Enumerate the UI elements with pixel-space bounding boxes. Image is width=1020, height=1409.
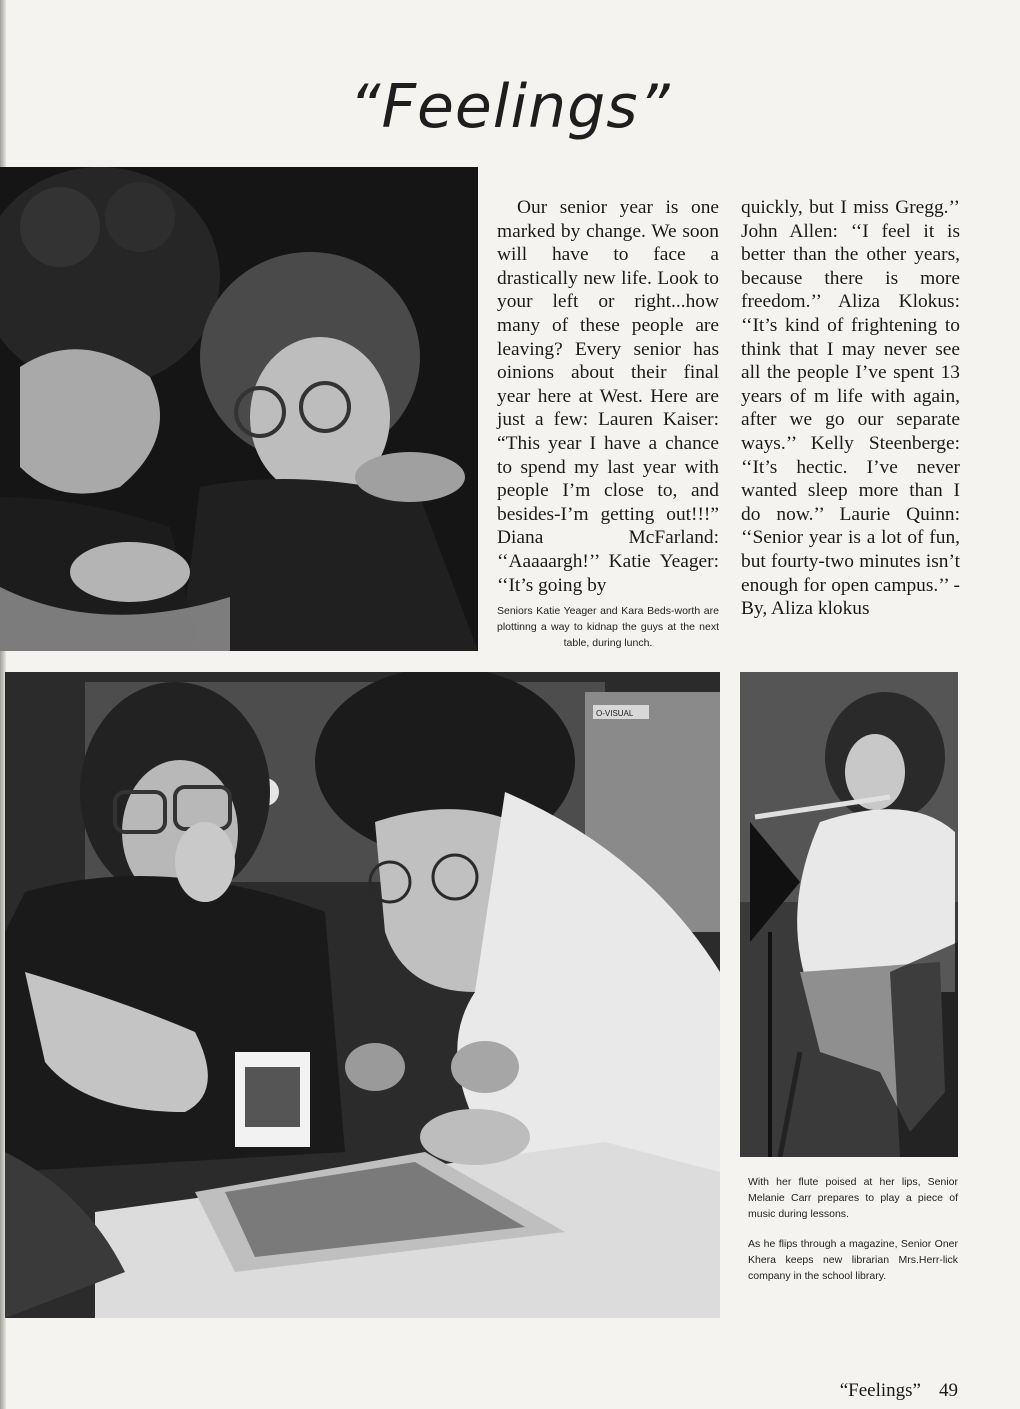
caption-library: As he flips through a magazine, Senior Oner Khera keeps new librarian Mrs.Herr-lick company in the school library. [748, 1238, 958, 1282]
sign-text: O-VISUAL [596, 709, 634, 718]
page-footer [840, 1380, 958, 1402]
photo-two-girls [0, 167, 478, 651]
caption-photo-two-girls: Seniors Katie Yeager and Kara Beds-worth are plottinng a way to kidnap the guys at the next table, during lunch. [497, 605, 719, 649]
photo-library [5, 672, 720, 1318]
page-number: 49 [939, 1380, 958, 1401]
footer-section-title: “Feelings” [839, 1380, 921, 1401]
page-title: “Feelings” [349, 72, 671, 142]
article-column-1: Our senior year is one marked by change. We soon will have to face a drastically new life. Look to your left or right...how many of these people are leaving? Every senior has oinions about their final year here at West. Here are just a few: Lauren Kaiser: “This year I have a chance to spend my last year with people I’m close to, and besides-I’m getting out!!!” Diana McFarland: ‘‘Aaaaargh!’’ Katie Yeager: ‘‘It’s going by [497, 197, 719, 596]
article-column-2: quickly, but I miss Gregg.’’ John Allen: ‘‘I feel it is better than the other years, because there is more freedom.’’ Aliza Klokus: ‘‘It’s kind of frightening to think that I may never see all the people I’ve spent 13 years of m life with again, after we go our separate ways.’’ Kelly Steenberge: ‘‘It’s hectic. I’ve never wanted sleep more than I do now.’’ Laurie Quinn: ‘‘Senior year is a lot of fun, but fourty-two minutes isn’t enough for open campus.’’ -By, Aliza klokus [741, 197, 960, 620]
photo-flute-player [740, 672, 958, 1157]
caption-flute-player: With her flute poised at her lips, Senior Melanie Carr prepares to play a piece of music during lessons. [748, 1176, 958, 1220]
